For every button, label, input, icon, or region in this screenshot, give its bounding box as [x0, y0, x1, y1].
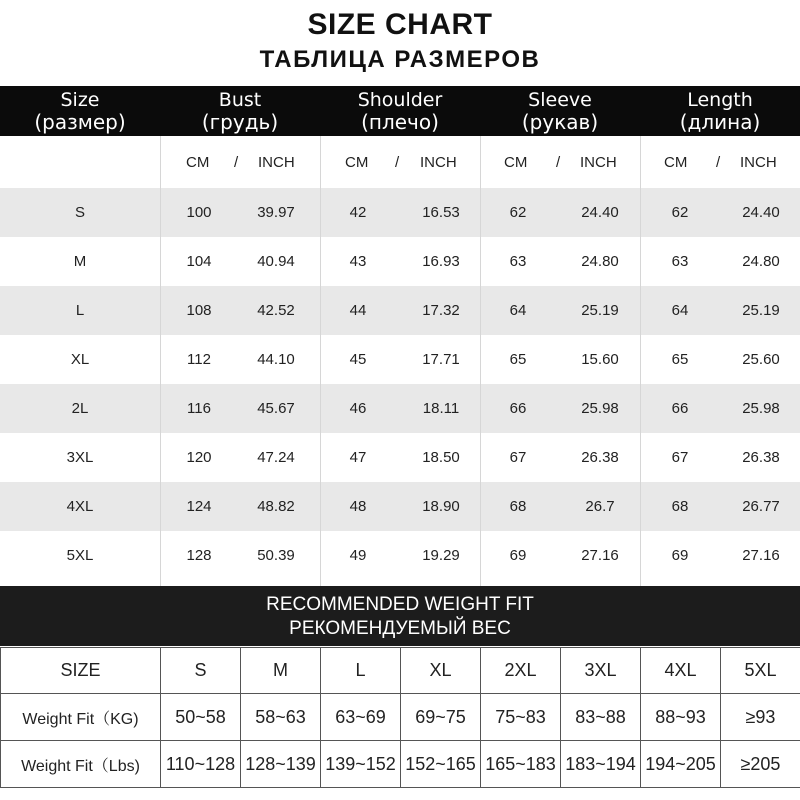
size-value: 66	[671, 400, 689, 417]
column-divider	[480, 136, 481, 586]
weight-value: ≥205	[721, 741, 800, 788]
size-value: 67	[509, 449, 527, 466]
unit-separator: /	[556, 154, 561, 171]
size-value: 49	[349, 547, 367, 564]
size-value: 25.19	[581, 302, 619, 319]
header-bust-ru: (грудь)	[201, 110, 279, 134]
weight-value: M	[241, 648, 321, 694]
header-length-en: Length	[687, 89, 753, 111]
weight-fit-row	[1, 741, 800, 788]
weight-value: 110~128	[161, 741, 241, 788]
size-row	[0, 286, 800, 335]
size-value: 27.16	[742, 547, 780, 564]
size-value: 44.10	[257, 351, 295, 368]
column-divider	[160, 136, 161, 586]
weight-fit-row	[1, 694, 800, 741]
weight-fit-table	[0, 647, 800, 788]
unit-inch: INCH	[580, 154, 617, 171]
size-value: 26.77	[742, 498, 780, 515]
size-value: 24.40	[581, 204, 619, 221]
header-shoulder-ru: (плечо)	[361, 110, 439, 134]
size-value: 16.53	[422, 204, 460, 221]
size-value: 26.7	[585, 498, 615, 515]
size-label: XL	[70, 351, 90, 368]
header-sleeve	[480, 86, 640, 136]
size-label: 2L	[71, 400, 89, 417]
size-value: 24.80	[581, 253, 619, 270]
unit-separator: /	[716, 154, 721, 171]
weight-value: 88~93	[641, 694, 721, 741]
size-value: 108	[186, 302, 212, 319]
size-value: 69	[671, 547, 689, 564]
size-value: 67	[671, 449, 689, 466]
size-value: 104	[186, 253, 212, 270]
weight-fit-banner	[0, 586, 800, 646]
size-value: 44	[349, 302, 367, 319]
weight-value: 128~139	[241, 741, 321, 788]
size-value: 25.98	[581, 400, 619, 417]
size-value: 124	[186, 498, 212, 515]
chart-subtitle: ТАБЛИЦА РАЗМЕРОВ	[259, 46, 541, 73]
size-row	[0, 384, 800, 433]
weight-value: 83~88	[561, 694, 641, 741]
header-sleeve-ru: (рукав)	[521, 110, 599, 134]
unit-inch: INCH	[740, 154, 777, 171]
unit-cm: CM	[664, 154, 688, 171]
size-value: 48.82	[257, 498, 295, 515]
size-value: 42	[349, 204, 367, 221]
weight-value: 5XL	[721, 648, 800, 694]
size-value: 24.80	[742, 253, 780, 270]
weight-value: S	[161, 648, 241, 694]
size-row	[0, 433, 800, 482]
chart-title: SIZE CHART	[307, 8, 493, 41]
unit-separator: /	[234, 154, 239, 171]
size-value: 100	[186, 204, 212, 221]
size-row	[0, 482, 800, 531]
weight-value: 165~183	[481, 741, 561, 788]
size-value: 116	[187, 400, 211, 417]
size-value: 39.97	[257, 204, 295, 221]
size-value: 17.32	[422, 302, 460, 319]
size-value: 43	[349, 253, 367, 270]
weight-value: 183~194	[561, 741, 641, 788]
header-bust	[160, 86, 320, 136]
unit-cm: CM	[186, 154, 210, 171]
weight-row-label: Weight Fit（Lbs)	[1, 741, 161, 788]
size-value: 24.40	[742, 204, 780, 221]
weight-value: ≥93	[721, 694, 800, 741]
weight-fit-title-en: RECOMMENDED WEIGHT FIT	[266, 594, 534, 615]
size-label: M	[73, 253, 87, 270]
size-value: 16.93	[422, 253, 460, 270]
header-shoulder-en: Shoulder	[357, 89, 443, 111]
size-label: 3XL	[66, 449, 94, 466]
size-value: 63	[671, 253, 689, 270]
header-size	[0, 86, 160, 136]
size-value: 45	[349, 351, 367, 368]
unit-cm: CM	[504, 154, 528, 171]
size-value: 27.16	[581, 547, 619, 564]
header-size-ru: (размер)	[34, 110, 126, 134]
weight-value: 152~165	[401, 741, 481, 788]
size-value: 68	[671, 498, 689, 515]
weight-value: 2XL	[481, 648, 561, 694]
weight-value: 63~69	[321, 694, 401, 741]
size-value: 64	[509, 302, 527, 319]
size-value: 25.60	[742, 351, 780, 368]
size-value: 120	[186, 449, 212, 466]
header-shoulder	[320, 86, 480, 136]
weight-fit-title-ru: РЕКОМЕНДУЕМЫЙ ВЕС	[289, 618, 511, 639]
weight-value: 139~152	[321, 741, 401, 788]
size-value: 48	[349, 498, 367, 515]
size-value: 15.60	[581, 351, 619, 368]
unit-row	[0, 136, 800, 188]
size-value: 26.38	[742, 449, 780, 466]
size-value: 18.50	[422, 449, 460, 466]
weight-value: 4XL	[641, 648, 721, 694]
size-value: 47	[349, 449, 367, 466]
size-value: 18.11	[422, 400, 460, 417]
size-value: 64	[671, 302, 689, 319]
weight-value: 69~75	[401, 694, 481, 741]
size-value: 128	[186, 547, 212, 564]
size-value: 18.90	[422, 498, 460, 515]
header-bust-en: Bust	[218, 89, 262, 111]
size-row	[0, 188, 800, 237]
size-row	[0, 531, 800, 580]
size-value: 69	[509, 547, 527, 564]
size-value: 26.38	[581, 449, 619, 466]
header-size-en: Size	[60, 89, 100, 111]
unit-inch: INCH	[258, 154, 295, 171]
weight-value: XL	[401, 648, 481, 694]
size-value: 42.52	[257, 302, 295, 319]
size-value: 68	[509, 498, 527, 515]
weight-value: 3XL	[561, 648, 641, 694]
size-value: 62	[509, 204, 527, 221]
size-value: 46	[349, 400, 367, 417]
weight-row-label: Weight Fit（KG)	[1, 694, 161, 741]
header-length	[640, 86, 800, 136]
size-label: 5XL	[66, 547, 94, 564]
size-value: 19.29	[422, 547, 460, 564]
weight-value: 50~58	[161, 694, 241, 741]
column-divider	[640, 136, 641, 586]
weight-row-label: SIZE	[1, 648, 161, 694]
weight-value: 194~205	[641, 741, 721, 788]
unit-inch: INCH	[420, 154, 457, 171]
size-value: 62	[671, 204, 689, 221]
column-divider	[320, 136, 321, 586]
size-label: L	[75, 302, 85, 319]
size-label: S	[74, 204, 85, 221]
size-row	[0, 335, 800, 384]
size-value: 65	[509, 351, 527, 368]
size-value: 40.94	[257, 253, 295, 270]
size-value: 45.67	[257, 400, 295, 417]
unit-cm: CM	[345, 154, 369, 171]
size-value: 17.71	[422, 351, 460, 368]
size-row	[0, 237, 800, 286]
size-value: 50.39	[257, 547, 295, 564]
size-value: 65	[671, 351, 689, 368]
weight-size-header-row	[1, 648, 800, 694]
size-value: 25.19	[742, 302, 780, 319]
size-value: 47.24	[257, 449, 295, 466]
size-value: 63	[509, 253, 527, 270]
size-table-header	[0, 86, 800, 136]
size-value: 25.98	[742, 400, 780, 417]
header-sleeve-en: Sleeve	[528, 89, 592, 111]
weight-value: 75~83	[481, 694, 561, 741]
header-length-ru: (длина)	[679, 110, 761, 134]
unit-separator: /	[395, 154, 400, 171]
weight-value: L	[321, 648, 401, 694]
size-value: 66	[509, 400, 527, 417]
weight-value: 58~63	[241, 694, 321, 741]
size-value: 112	[187, 351, 211, 368]
size-label: 4XL	[66, 498, 94, 515]
